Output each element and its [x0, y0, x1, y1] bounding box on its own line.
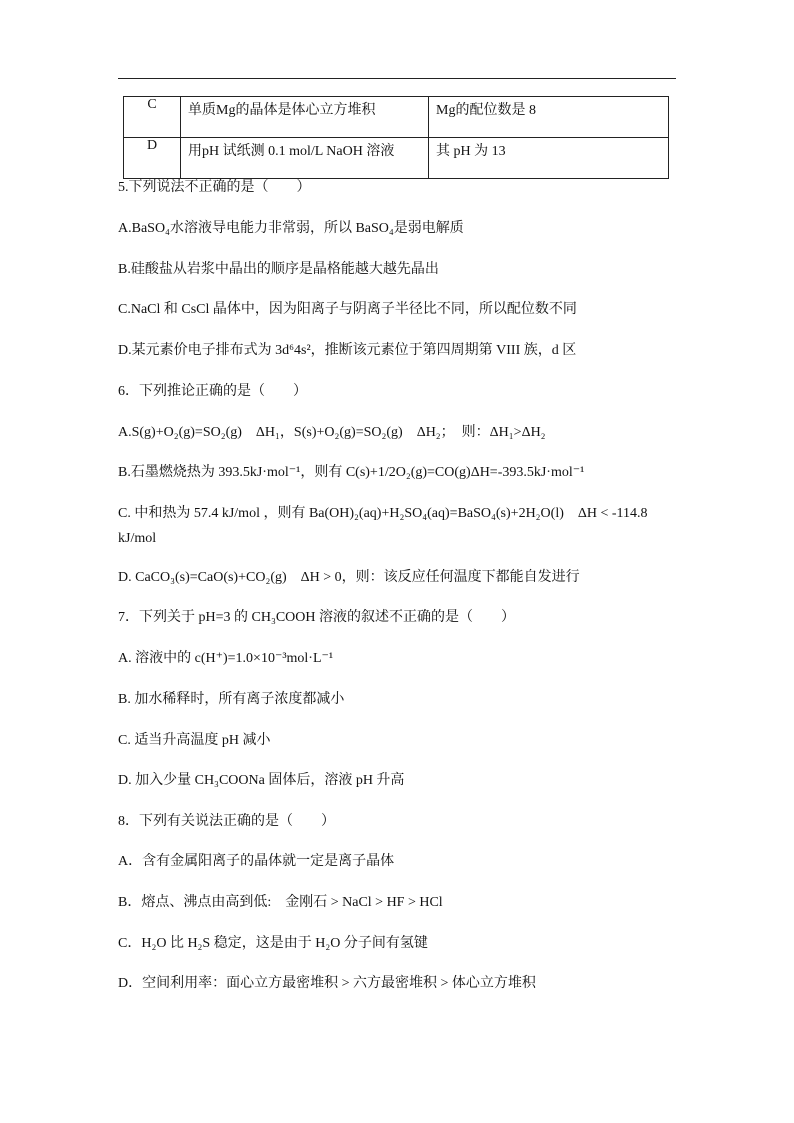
option-key: C — [124, 97, 181, 138]
q8-stem: 8．下列有关说法正确的是（ ） — [118, 814, 335, 829]
q6-option-a: A.S(g)+O₂(g)=SO₂(g) ΔH₁，S(s)+O₂(g)=SO₂(g) ΔH₂； 则：ΔH₁>ΔH₂ — [118, 425, 546, 440]
q7-option-b: B. 加水稀释时，所有离子浓度都减小 — [118, 692, 345, 707]
option-key: D — [124, 138, 181, 179]
option-statement: 用pH 试纸测 0.1 mol/L NaOH 溶液 — [181, 138, 429, 179]
q7-option-c: C. 适当升高温度 pH 减小 — [118, 733, 271, 748]
table-row — [124, 138, 669, 179]
options-table — [123, 96, 669, 179]
q5-option-d: D.某元素价电子排布式为 3d⁶4s²，推断该元素位于第四周期第 VIII 族，d 区 — [118, 343, 577, 358]
q6-stem: 6．下列推论正确的是（ ） — [118, 384, 307, 399]
q5-option-b: B.硅酸盐从岩浆中晶出的顺序是晶格能越大越先晶出 — [118, 262, 439, 277]
header-rule — [118, 78, 676, 79]
q7-option-a: A. 溶液中的 c(H⁺)=1.0×10⁻³mol·L⁻¹ — [118, 651, 334, 666]
option-explanation: 其 pH 为 13 — [429, 138, 669, 179]
q7-stem: 7．下列关于 pH=3 的 CH₃COOH 溶液的叙述不正确的是（ ） — [118, 610, 516, 625]
q7-option-d: D. 加入少量 CH₃COONa 固体后，溶液 pH 升高 — [118, 773, 405, 788]
q8-option-b: B．熔点、沸点由高到低: 金刚石 > NaCl > HF > HCl — [118, 895, 443, 910]
q5-stem: 5.下列说法不正确的是（ ） — [118, 180, 311, 195]
q6-option-d: D. CaCO₃(s)=CaO(s)+CO₂(g) ΔH > 0，则：该反应任何温度下都能自发进行 — [118, 570, 580, 585]
q5-option-c: C.NaCl 和 CsCl 晶体中，因为阳离子与阴离子半径比不同，所以配位数不同 — [118, 302, 577, 317]
q8-option-a: A．含有金属阳离子的晶体就一定是离子晶体 — [118, 854, 395, 869]
option-statement: 单质Mg的晶体是体心立方堆积 — [181, 97, 429, 138]
q8-option-c: C．H₂O 比 H₂S 稳定，这是由于 H₂O 分子间有氢键 — [118, 936, 428, 951]
q6-option-b: B.石墨燃烧热为 393.5kJ·mol⁻¹，则有 C(s)+1/2O₂(g)=CO(g)ΔH=-393.5kJ·mol⁻¹ — [118, 465, 585, 480]
table-row — [124, 97, 669, 138]
option-explanation: Mg的配位数是 8 — [429, 97, 669, 138]
q5-option-a: A.BaSO₄水溶液导电能力非常弱，所以 BaSO₄是弱电解质 — [118, 221, 464, 236]
q8-option-d: D．空间利用率：面心立方最密堆积 > 六方最密堆积 > 体心立方堆积 — [118, 976, 536, 991]
q6-option-c: C. 中和热为 57.4 kJ/mol ，则有 Ba(OH)₂(aq)+H₂SO₄(aq)=BaSO₄(s)+2H₂O(l) ΔH < -114.8 kJ/mol — [118, 506, 648, 546]
